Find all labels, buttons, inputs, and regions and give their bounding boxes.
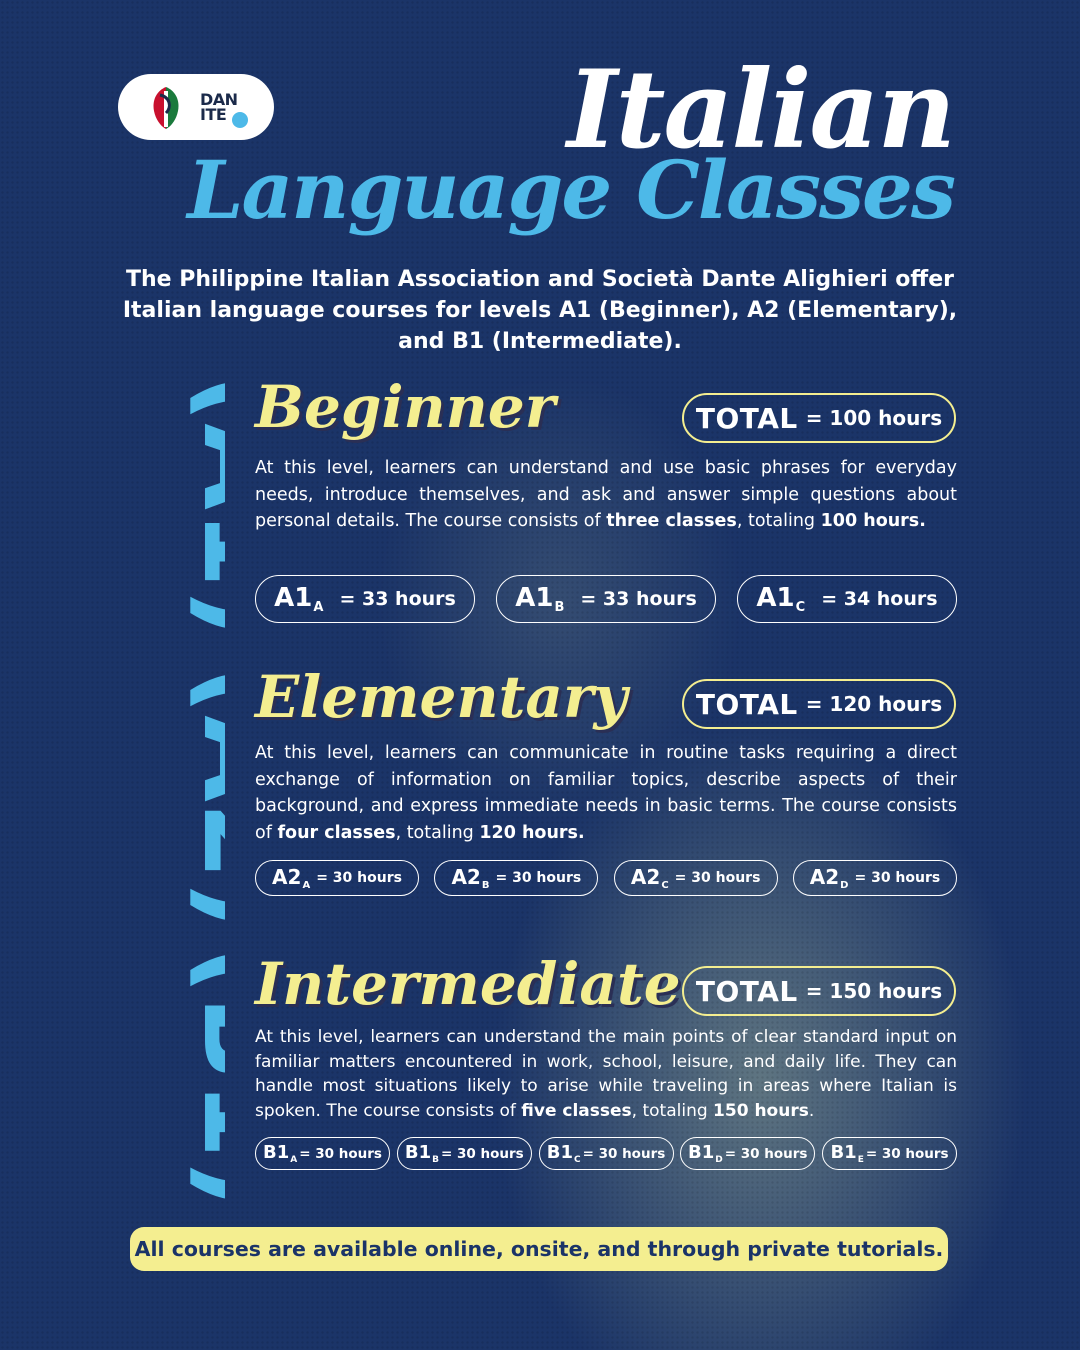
class-hours: = 30 hours	[674, 870, 761, 886]
vertical-label-b1: (B1)	[178, 944, 225, 1202]
total-badge-beginner	[682, 393, 956, 443]
class-pill	[539, 1137, 674, 1170]
class-hours: = 30 hours	[299, 1145, 382, 1162]
class-pill	[822, 1137, 957, 1170]
class-hours: = 33 hours	[580, 588, 697, 610]
association-logo-icon	[146, 83, 186, 131]
desc-text: .	[808, 1100, 815, 1121]
logo	[118, 74, 274, 140]
class-code: $A2_C$	[630, 865, 669, 891]
class-code: $A2_A$	[272, 865, 311, 891]
class-hours: = 30 hours	[495, 870, 582, 886]
class-hours: = 30 hours	[854, 870, 941, 886]
class-code: $B1_B$	[404, 1142, 439, 1165]
class-hours: = 30 hours	[440, 1145, 524, 1162]
desc-bold: 100 hours.	[820, 511, 926, 531]
desc-text: At this level, learners can understand the main points of clear standard input on familiar matters encountered in work, school, leisure, and daily life. They can handle most situations likely to arise while traveling in areas where Italian is spoken. The course consists of	[255, 1027, 957, 1121]
class-code: $B1_A$	[263, 1142, 298, 1165]
class-pill	[255, 1137, 390, 1170]
vertical-label-a1: (A1)	[178, 372, 225, 639]
class-hours: = 30 hours	[865, 1145, 949, 1162]
class-pill	[614, 860, 778, 896]
total-value: = 150 hours	[805, 979, 943, 1003]
desc-text: At this level, learners can understand and use basic phrases for everyday needs, introduce themselves, and ask and answer simple questions about personal details. The course consists of	[255, 458, 957, 531]
class-pill	[434, 860, 598, 896]
description-intermediate	[255, 1025, 957, 1123]
total-label: TOTAL	[695, 401, 798, 435]
class-code: $A1_A$	[274, 583, 324, 615]
title-language-classes: Language Classes	[187, 143, 954, 237]
description-beginner	[255, 455, 957, 535]
class-code: $A1_B$	[515, 583, 565, 615]
desc-text: , totaling	[631, 1100, 714, 1121]
desc-bold: four classes	[277, 822, 396, 843]
footer-banner: All courses are available online, onsite, and through private tutorials.	[130, 1227, 948, 1271]
class-pills-intermediate	[255, 1137, 957, 1170]
description-elementary	[255, 740, 957, 846]
level-title-intermediate: Intermediate	[255, 950, 681, 1018]
desc-text: , totaling	[736, 511, 821, 531]
desc-bold: 120 hours.	[479, 822, 585, 843]
class-code: $A2_B$	[451, 865, 490, 891]
desc-bold: five classes	[521, 1100, 632, 1121]
vertical-level-labels	[105, 372, 225, 1202]
desc-text: At this level, learners can communicate in routine tasks requiring a direct exchange of information on familiar topics, describe aspects of their background, and express immediate needs in basic terms. The course consists of	[255, 743, 957, 843]
class-hours: = 33 hours	[339, 588, 456, 610]
desc-bold: 150 hours	[713, 1100, 809, 1121]
logo-dot-icon	[232, 112, 248, 128]
level-title-elementary: Elementary	[255, 663, 628, 731]
dante-logo	[200, 92, 238, 122]
level-title-beginner: Beginner	[255, 373, 556, 441]
class-code: $A1_C$	[756, 583, 806, 615]
class-pill	[255, 575, 475, 623]
class-pill	[255, 860, 419, 896]
class-pill	[680, 1137, 815, 1170]
class-hours: = 34 hours	[821, 588, 938, 610]
class-code: $B1_E$	[830, 1142, 864, 1165]
class-code: $B1_D$	[688, 1142, 723, 1165]
desc-text: , totaling	[395, 822, 480, 843]
class-pills-beginner	[255, 575, 957, 623]
class-pills-elementary	[255, 860, 957, 896]
class-pill	[793, 860, 957, 896]
class-code: $B1_C$	[546, 1142, 581, 1165]
class-hours: = 30 hours	[316, 870, 402, 886]
total-badge-intermediate	[682, 966, 956, 1016]
intro-text: The Philippine Italian Association and Società Dante Alighieri offer Italian language courses for levels A1 (Beginner), A2 (Elementary), and B1 (Intermediate).	[122, 267, 958, 354]
total-label: TOTAL	[695, 687, 798, 721]
logo-text-line1: DAN	[200, 90, 238, 109]
class-code: $A2_D$	[809, 865, 849, 891]
total-value: = 100 hours	[805, 406, 943, 430]
title-italian: Italian	[567, 47, 954, 173]
class-pill	[737, 575, 957, 623]
logo-text-line2: ITE	[200, 105, 227, 124]
class-hours: = 30 hours	[724, 1145, 808, 1162]
vertical-label-a2: (A2)	[178, 664, 225, 931]
class-hours: = 30 hours	[582, 1145, 666, 1162]
total-badge-elementary	[682, 679, 956, 729]
class-pill	[496, 575, 716, 623]
class-pill	[397, 1137, 532, 1170]
desc-bold: three classes	[606, 511, 737, 531]
total-value: = 120 hours	[805, 692, 943, 716]
total-label: TOTAL	[695, 974, 798, 1008]
